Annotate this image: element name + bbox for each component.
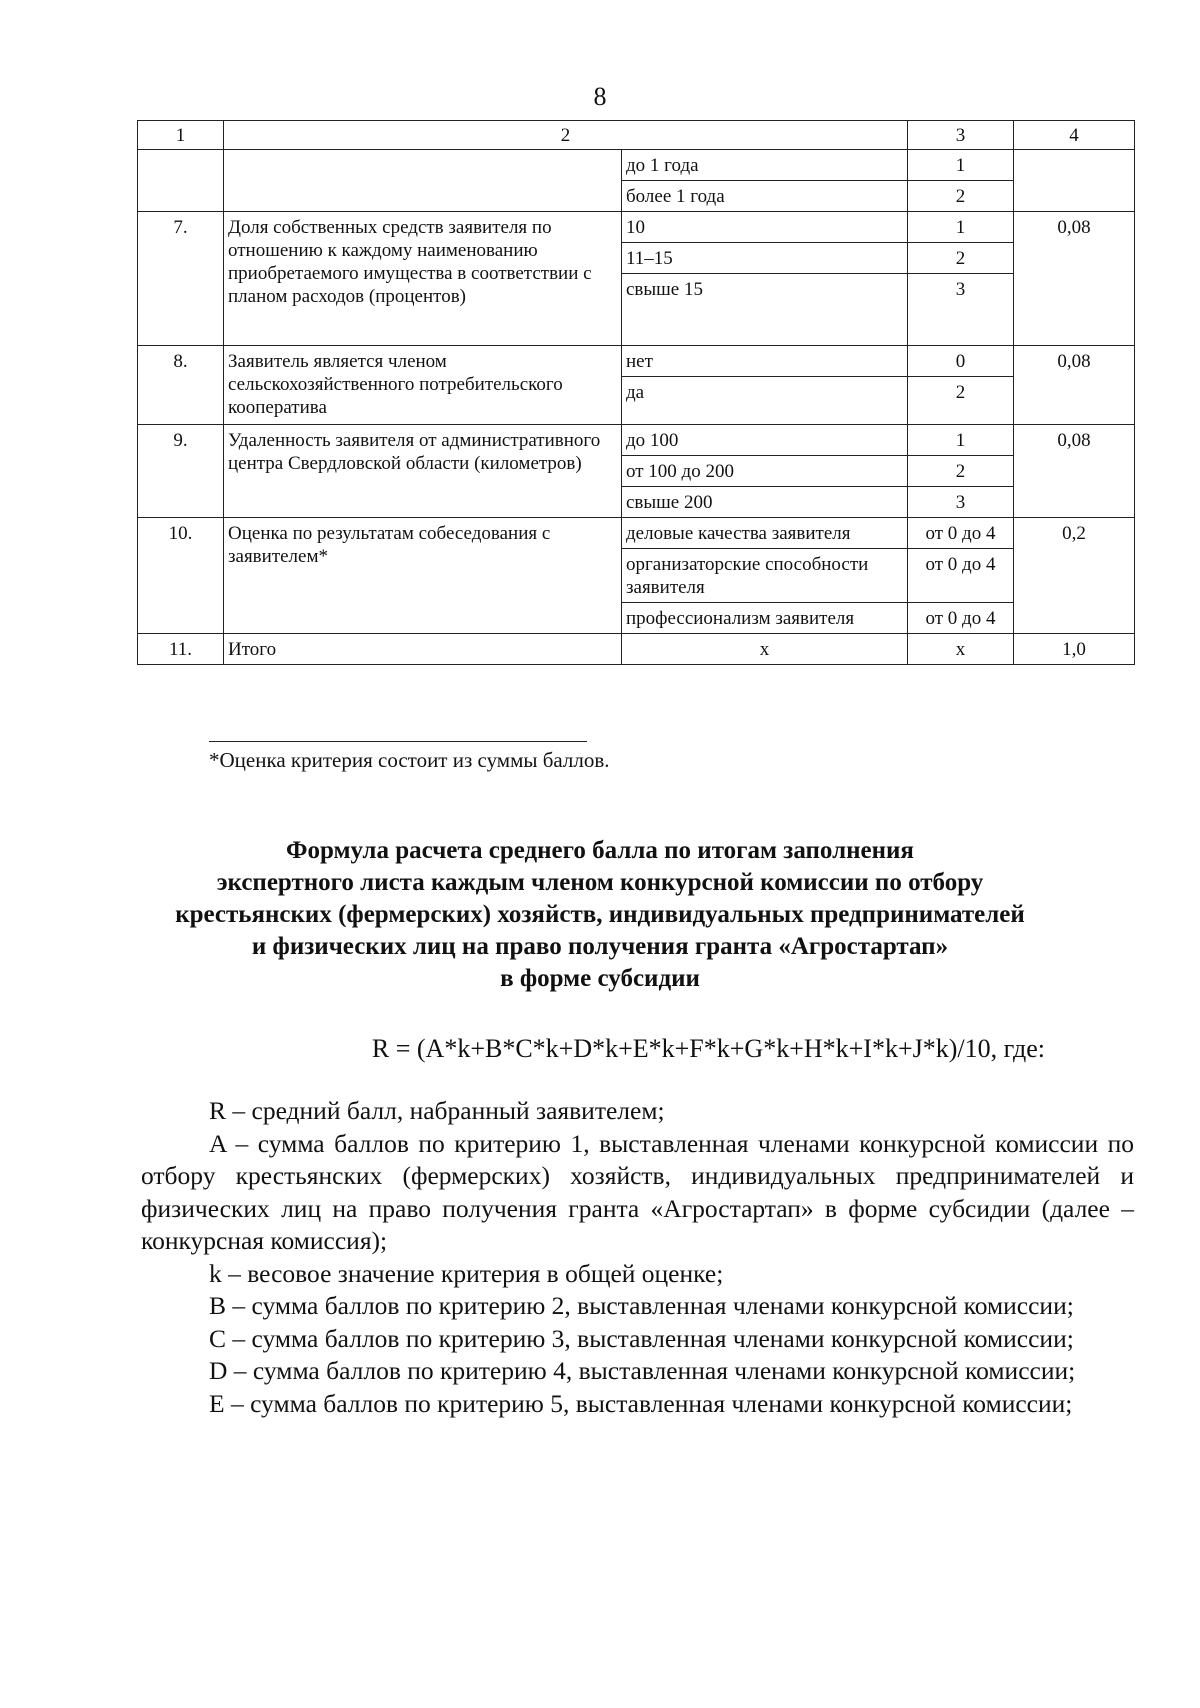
formula-title-line: в форме субсидии <box>500 965 700 992</box>
option-label: свыше 200 <box>622 487 908 518</box>
definitions <box>141 1095 1134 1420</box>
table-row <box>138 346 1135 377</box>
definition-paragraph: R – средний балл, набранный заявителем; <box>209 1096 665 1125</box>
option-label: профессионализм заявителя <box>622 603 908 634</box>
option-label: деловые качества заявителя <box>622 518 908 549</box>
option-score: 1 <box>908 212 1014 243</box>
option-label: свыше 15 <box>622 274 908 346</box>
header-cell: 4 <box>1014 121 1135 150</box>
definition-paragraph: k – весовое значение критерия в общей оценке; <box>209 1258 724 1288</box>
header-cell: 2 <box>224 121 908 150</box>
row-number: 7. <box>138 212 224 346</box>
criterion-cell: Итого <box>224 634 622 665</box>
option-label: более 1 года <box>622 181 908 212</box>
page-number: 8 <box>593 82 607 111</box>
row-number: 10. <box>138 518 224 634</box>
weight-cell <box>1014 150 1135 212</box>
option-label: организаторские способности заявителя <box>622 549 908 603</box>
option-label: х <box>622 634 908 665</box>
definition-paragraph: C – сумма баллов по критерию 3, выставленная членами конкурсной комиссии; <box>209 1323 1074 1353</box>
option-score: х <box>908 634 1014 665</box>
table-row <box>138 518 1135 549</box>
option-label: от 100 до 200 <box>622 456 908 487</box>
option-label: 10 <box>622 212 908 243</box>
option-score: от 0 до 4 <box>908 603 1014 634</box>
weight-cell: 0,08 <box>1014 425 1135 518</box>
option-score: 3 <box>908 274 1014 346</box>
row-number: 11. <box>138 634 224 665</box>
criterion-cell <box>224 150 622 212</box>
option-label: до 100 <box>622 425 908 456</box>
header-cell: 3 <box>908 121 1014 150</box>
table-header-row <box>138 121 1135 150</box>
criterion-cell: Оценка по результатам собеседования с заявителем* <box>224 518 622 634</box>
definition-paragraph: A – сумма баллов по критерию 1, выставленная членами конкурсной комиссии по отбору крестьянских (фермерских) хозяйств, индивидуальных предпринимателей и физических лиц на право получения гранта «Агростартап» в форме субсидии (далее – конкурсная комиссия); <box>141 1128 1134 1255</box>
option-score: 2 <box>908 377 1014 425</box>
option-score: от 0 до 4 <box>908 518 1014 549</box>
formula-title-line: Формула расчета среднего балла по итогам заполнения <box>286 837 914 864</box>
option-score: 3 <box>908 487 1014 518</box>
weight-cell: 0,08 <box>1014 212 1135 346</box>
footnote-divider <box>209 741 587 742</box>
formula: R = (A*k+B*C*k+D*k+E*k+F*k+G*k+H*k+I*k+J*k)/10, где: <box>371 1034 1045 1063</box>
option-label: 11–15 <box>622 243 908 274</box>
criterion-cell: Заявитель является членом сельскохозяйственного потребительского кооператива <box>224 346 622 425</box>
option-score: 2 <box>908 456 1014 487</box>
option-label: до 1 года <box>622 150 908 181</box>
criterion-cell: Удаленность заявителя от административного центра Свердловской области (километров) <box>224 425 622 518</box>
row-number <box>138 150 224 212</box>
formula-title-line: и физических лиц на право получения гранта «Агростартап» <box>251 933 949 960</box>
row-number: 8. <box>138 346 224 425</box>
criteria-table <box>137 120 1135 665</box>
table-row <box>138 425 1135 456</box>
weight-cell: 1,0 <box>1014 634 1135 665</box>
table-row <box>138 150 1135 181</box>
table-row <box>138 212 1135 243</box>
formula-title-line: крестьянских (фермерских) хозяйств, индивидуальных предпринимателей <box>175 901 1025 928</box>
criterion-cell: Доля собственных средств заявителя по отношению к каждому наименованию приобретаемого имущества в соответствии с планом расходов (процентов) <box>224 212 622 346</box>
formula-title-line: экспертного листа каждым членом конкурсной комиссии по отбору <box>216 869 984 896</box>
option-label: да <box>622 377 908 425</box>
weight-cell: 0,2 <box>1014 518 1135 634</box>
formula-title <box>130 835 1070 995</box>
option-score: от 0 до 4 <box>908 549 1014 603</box>
weight-cell: 0,08 <box>1014 346 1135 425</box>
footnote: *Оценка критерия состоит из суммы баллов. <box>209 748 610 772</box>
option-label: нет <box>622 346 908 377</box>
option-score: 1 <box>908 425 1014 456</box>
option-score: 2 <box>908 181 1014 212</box>
definition-paragraph: D – сумма баллов по критерию 4, выставленная членами конкурсной комиссии; <box>209 1356 1076 1385</box>
option-score: 0 <box>908 346 1014 377</box>
option-score: 2 <box>908 243 1014 274</box>
table-row <box>138 634 1135 665</box>
definition-paragraph: E – сумма баллов по критерию 5, выставленная членами конкурсной комиссии; <box>209 1388 1073 1418</box>
row-number: 9. <box>138 425 224 518</box>
header-cell: 1 <box>138 121 224 150</box>
option-score: 1 <box>908 150 1014 181</box>
definition-paragraph: B – сумма баллов по критерию 2, выставленная членами конкурсной комиссии; <box>209 1291 1074 1320</box>
